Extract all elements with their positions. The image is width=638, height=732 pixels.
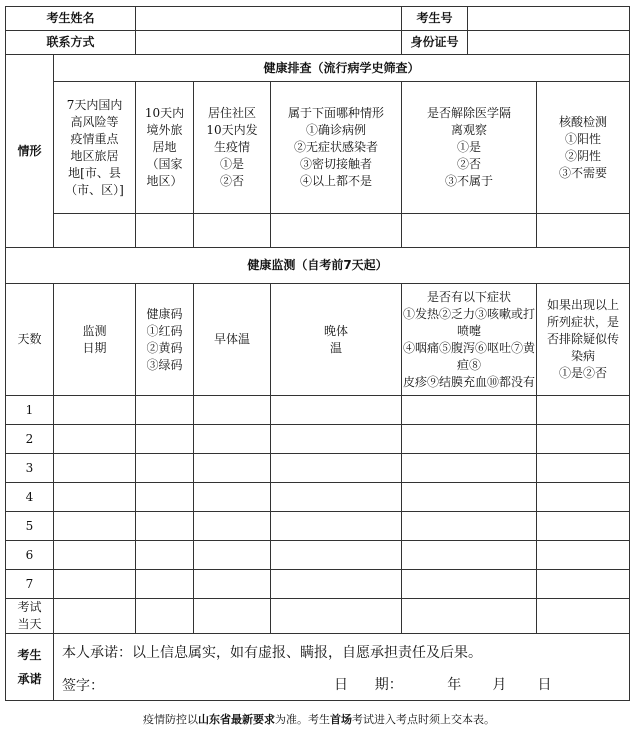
contact-label: 联系方式	[6, 31, 136, 55]
exclusion-cell[interactable]	[537, 425, 630, 454]
health-declaration-table	[5, 6, 630, 701]
date-cell[interactable]	[54, 570, 136, 599]
pledge-text: 本人承诺：以上信息属实，如有虚报、瞒报，自愿承担责任及后果。	[54, 634, 630, 673]
evening-temp-cell[interactable]	[271, 454, 402, 483]
date-label: 日 期： 年 月 日	[334, 676, 552, 693]
date-cell[interactable]	[54, 541, 136, 570]
evening-temp-cell[interactable]	[271, 425, 402, 454]
date-cell[interactable]	[54, 512, 136, 541]
date-cell[interactable]	[54, 483, 136, 512]
exam-day-label: 考试 当天	[6, 599, 54, 634]
health-code-header: 健康码 ①红码 ②黄码 ③绿码	[136, 284, 194, 396]
morning-temp-cell[interactable]	[194, 396, 271, 425]
domestic-risk-input[interactable]	[54, 214, 136, 248]
code-cell[interactable]	[136, 483, 194, 512]
morning-temp-cell[interactable]	[194, 512, 271, 541]
name-input[interactable]	[136, 7, 402, 31]
monitoring-title: 健康监测（自考前7天起）	[6, 248, 630, 284]
exclusion-cell[interactable]	[537, 541, 630, 570]
symptoms-cell[interactable]	[402, 425, 537, 454]
symptoms-cell[interactable]	[402, 396, 537, 425]
pledge-label: 考生 承诺	[6, 634, 54, 701]
contact-input[interactable]	[136, 31, 402, 55]
days-header: 天数	[6, 284, 54, 396]
morning-temp-cell[interactable]	[194, 454, 271, 483]
day-number: 1	[6, 396, 54, 425]
exclusion-cell[interactable]	[537, 512, 630, 541]
code-cell[interactable]	[136, 425, 194, 454]
date-cell[interactable]	[54, 425, 136, 454]
situation-label: 情形	[6, 55, 54, 248]
morning-temp-cell[interactable]	[194, 541, 271, 570]
morning-temp-cell[interactable]	[194, 599, 271, 634]
community-outbreak-header: 居住社区 10天内发 生疫情 ①是 ②否	[194, 82, 271, 214]
quarantine-release-header: 是否解除医学隔 离观察 ①是 ②否 ③不属于	[402, 82, 537, 214]
signature-label: 签字：	[62, 677, 104, 694]
symptoms-header: 是否有以下症状 ①发热②乏力③咳嗽或打喷嚏 ④咽痛⑤腹泻⑥呕吐⑦黄疸⑧ 皮疹⑨结膜充血⑩都没有	[402, 284, 537, 396]
symptoms-cell[interactable]	[402, 570, 537, 599]
code-cell[interactable]	[136, 512, 194, 541]
community-outbreak-input[interactable]	[194, 214, 271, 248]
exclusion-cell[interactable]	[537, 396, 630, 425]
monitor-date-header: 监测 日期	[54, 284, 136, 396]
date-cell[interactable]	[54, 396, 136, 425]
date-cell[interactable]	[54, 599, 136, 634]
symptoms-cell[interactable]	[402, 541, 537, 570]
signature-line[interactable]	[54, 673, 630, 701]
exam-no-label: 考生号	[402, 7, 468, 31]
case-type-header: 属于下面哪种情形 ①确诊病例 ②无症状感染者 ③密切接触者 ④以上都不是	[271, 82, 402, 214]
day-number: 2	[6, 425, 54, 454]
case-type-input[interactable]	[271, 214, 402, 248]
exclusion-header: 如果出现以上 所列症状，是 否排除疑似传 染病 ①是②否	[537, 284, 630, 396]
footer-note: 疫情防控以山东省最新要求为准。考生首场考试进入考点时须上交本表。	[143, 713, 495, 726]
symptoms-cell[interactable]	[402, 512, 537, 541]
id-input[interactable]	[468, 31, 630, 55]
evening-temp-cell[interactable]	[271, 512, 402, 541]
code-cell[interactable]	[136, 541, 194, 570]
evening-temp-cell[interactable]	[271, 396, 402, 425]
exclusion-cell[interactable]	[537, 483, 630, 512]
overseas-travel-header: 10天内 境外旅 居地 （国家 地区）	[136, 82, 194, 214]
day-number: 5	[6, 512, 54, 541]
code-cell[interactable]	[136, 454, 194, 483]
morning-temp-cell[interactable]	[194, 483, 271, 512]
screening-title: 健康排查（流行病学史筛查）	[54, 55, 630, 82]
overseas-travel-input[interactable]	[136, 214, 194, 248]
evening-temp-cell[interactable]	[271, 483, 402, 512]
exclusion-cell[interactable]	[537, 599, 630, 634]
evening-temp-cell[interactable]	[271, 599, 402, 634]
id-label: 身份证号	[402, 31, 468, 55]
nucleic-test-header: 核酸检测 ①阳性 ②阴性 ③不需要	[537, 82, 630, 214]
code-cell[interactable]	[136, 570, 194, 599]
symptoms-cell[interactable]	[402, 454, 537, 483]
nucleic-test-input[interactable]	[537, 214, 630, 248]
date-cell[interactable]	[54, 454, 136, 483]
morning-temp-cell[interactable]	[194, 425, 271, 454]
morning-temp-cell[interactable]	[194, 570, 271, 599]
domestic-risk-header: 7天内国内 高风险等 疫情重点 地区旅居 地[市、县 （市、区）]	[54, 82, 136, 214]
day-number: 6	[6, 541, 54, 570]
code-cell[interactable]	[136, 599, 194, 634]
quarantine-release-input[interactable]	[402, 214, 537, 248]
evening-temp-header: 晚体 温	[271, 284, 402, 396]
symptoms-cell[interactable]	[402, 599, 537, 634]
day-number: 4	[6, 483, 54, 512]
evening-temp-cell[interactable]	[271, 570, 402, 599]
day-number: 3	[6, 454, 54, 483]
exclusion-cell[interactable]	[537, 454, 630, 483]
code-cell[interactable]	[136, 396, 194, 425]
evening-temp-cell[interactable]	[271, 541, 402, 570]
morning-temp-header: 早体温	[194, 284, 271, 396]
symptoms-cell[interactable]	[402, 483, 537, 512]
name-label: 考生姓名	[6, 7, 136, 31]
exam-no-input[interactable]	[468, 7, 630, 31]
day-number: 7	[6, 570, 54, 599]
exclusion-cell[interactable]	[537, 570, 630, 599]
